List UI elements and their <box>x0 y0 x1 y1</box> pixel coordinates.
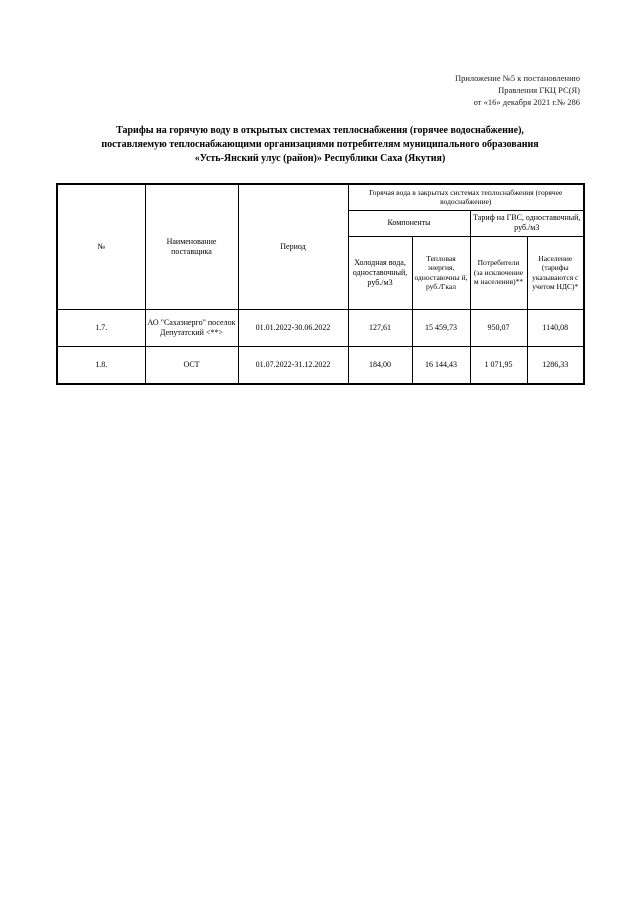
row-period: 01.01.2022-30.06.2022 <box>238 309 348 346</box>
row-cold-water: 184,00 <box>348 346 412 384</box>
row-heat-energy: 16 144,43 <box>412 346 470 384</box>
header-components: Компоненты <box>348 210 470 236</box>
header-supplier: Наименование поставщика <box>145 184 238 309</box>
row-consumers: 950,07 <box>470 309 527 346</box>
annex-line-1: Приложение №5 к постановлению <box>454 73 580 83</box>
row-consumers: 1 071,95 <box>470 346 527 384</box>
row-num: 1.8. <box>57 346 145 384</box>
annex-reference <box>455 72 580 108</box>
header-population: Население (тарифы указываются с учетом НДС)* <box>527 236 584 309</box>
table-row <box>57 309 584 346</box>
row-supplier: ОСТ <box>145 346 238 384</box>
row-cold-water: 127,61 <box>348 309 412 346</box>
title-line-2: поставляемую теплоснабжающими организациями потребителям муниципального образования <box>101 139 539 150</box>
row-num: 1.7. <box>57 309 145 346</box>
annex-line-2: Правления ГКЦ РС(Я) <box>498 85 580 95</box>
header-num: № <box>57 184 145 309</box>
header-heat-energy: Тепловая энергия, одноставочны й, руб./Гкал <box>412 236 470 309</box>
table-row <box>57 346 584 384</box>
title-line-1: Тарифы на горячую воду в открытых системах теплоснабжения (горячее водоснабжение), <box>116 125 524 136</box>
title-line-3: «Усть-Янский улус (район)» Республики Саха (Якутия) <box>194 153 446 164</box>
row-supplier: АО "Сахаэнерго" поселок Депутатский <**> <box>145 309 238 346</box>
header-period: Период <box>238 184 348 309</box>
header-tariff-gvs: Тариф на ГВС, одноставочный, руб./м3 <box>470 210 584 236</box>
row-heat-energy: 15 459,73 <box>412 309 470 346</box>
row-population: 1140,08 <box>527 309 584 346</box>
annex-line-3: от «16» декабря 2021 г.№ 286 <box>473 97 580 107</box>
row-period: 01.07.2022-31.12.2022 <box>238 346 348 384</box>
header-consumers: Потребители (за исключение м населения)** <box>470 236 527 309</box>
row-population: 1286,33 <box>527 346 584 384</box>
header-cold-water: Холодная вода, одноставочный, руб./м3 <box>348 236 412 309</box>
header-hot-water-group: Горячая вода в закрытых системах теплоснабжения (горячее водоснабжение) <box>348 184 584 210</box>
document-title <box>56 124 584 166</box>
tariff-table <box>56 183 585 385</box>
